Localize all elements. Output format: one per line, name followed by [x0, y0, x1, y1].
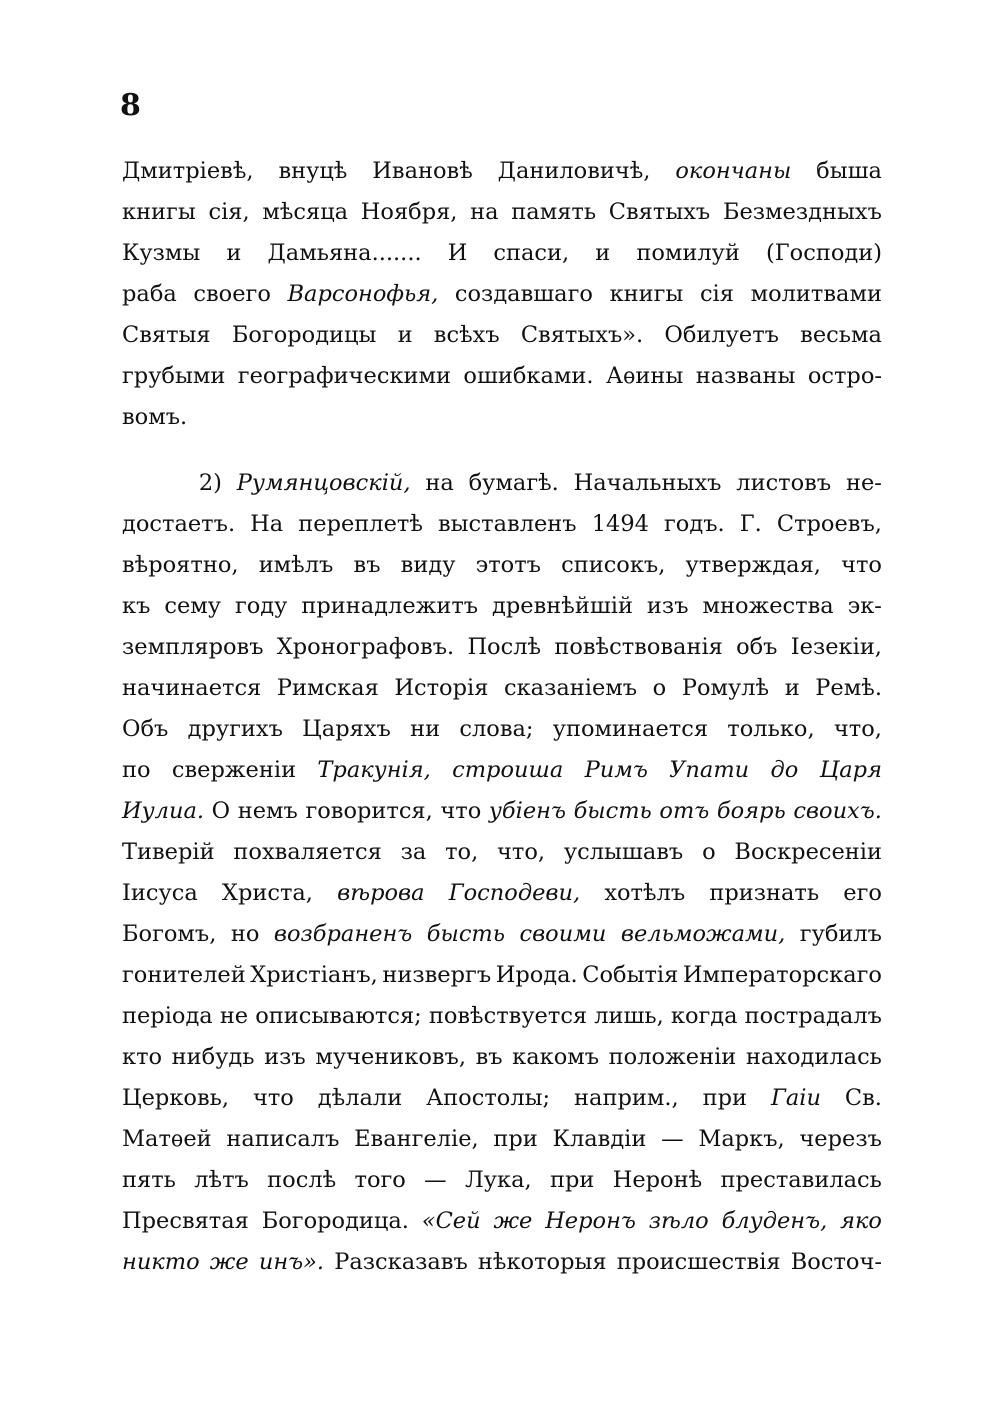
text-line [122, 545, 882, 586]
word: Даниловичѣ, [497, 158, 651, 184]
word: грубыми [122, 363, 226, 389]
word: — [661, 1126, 684, 1152]
text-line [122, 397, 882, 438]
word: Восточ- [790, 1249, 882, 1275]
word: низвергъ [382, 962, 492, 988]
text-line [122, 996, 882, 1037]
word: Ремѣ. [815, 675, 882, 701]
word: губилъ [799, 921, 882, 947]
word: переплетѣ [298, 511, 423, 537]
word: списокъ, [561, 552, 666, 578]
word: при [493, 1126, 538, 1152]
text-line [122, 315, 882, 356]
word: достаетъ. [122, 511, 236, 537]
word: Іисуса [122, 880, 198, 906]
word: Св. [844, 1085, 882, 1111]
word: «Сей [421, 1208, 481, 1234]
word: своими [519, 921, 607, 947]
word: наприм., [574, 1085, 679, 1111]
word: древнѣйшій [492, 593, 633, 619]
text-line [122, 274, 882, 315]
word: и [397, 322, 413, 348]
word: Тракунія, [317, 757, 431, 783]
word: весьма [800, 322, 882, 348]
word: Событія [582, 962, 679, 988]
word: сія, [208, 199, 250, 225]
word: Святыя [122, 322, 211, 348]
word: Ирода. [495, 962, 578, 988]
word: Дмитріевѣ, [122, 158, 254, 184]
word: что, [833, 716, 882, 742]
word: ошибками. [463, 363, 594, 389]
word: листовъ [736, 470, 832, 496]
word: лѣтъ [194, 1167, 249, 1193]
text-line [122, 504, 882, 545]
word: періода [122, 1003, 213, 1029]
word: Разсказавъ [334, 1249, 468, 1275]
word: Кузмы [122, 240, 201, 266]
word: Римъ [584, 757, 648, 783]
word: не [219, 1003, 249, 1029]
word: Христіанъ, [250, 962, 378, 988]
word: только, [727, 716, 815, 742]
word: Румянцовскій, [236, 470, 411, 496]
word: Апостолы; [426, 1085, 551, 1111]
text-line [122, 1119, 882, 1160]
word: изъ [264, 1044, 306, 1070]
word: къ [122, 593, 151, 619]
word: Римская [276, 675, 379, 701]
word: происшествія [616, 1249, 781, 1275]
text-line [122, 709, 882, 750]
word: Гаіи [770, 1085, 821, 1111]
paragraph-2 [122, 463, 882, 1283]
word: своихъ. [793, 798, 882, 824]
word: Объ [122, 716, 169, 742]
text-line [122, 192, 882, 233]
word: яко [840, 1208, 882, 1234]
word: строиша [452, 757, 564, 783]
word: Богомъ, [122, 921, 217, 947]
text-line [122, 233, 882, 274]
word: упоминается [552, 716, 709, 742]
word: за [400, 839, 427, 865]
word: создавшаго [454, 281, 593, 307]
word: своего [193, 281, 271, 307]
text-line [122, 791, 882, 832]
word: Строевъ, [776, 511, 882, 537]
word: сверженіи [171, 757, 297, 783]
word: дѣлали [317, 1085, 403, 1111]
word: И [447, 240, 468, 266]
word: и [226, 240, 242, 266]
word: Воскресеніи [734, 839, 882, 865]
word: же [493, 1208, 533, 1234]
text-line [122, 1201, 882, 1242]
word: и [784, 675, 800, 701]
word: имѣлъ [258, 552, 334, 578]
word: Лука, [465, 1167, 532, 1193]
word: память [511, 199, 597, 225]
word: какомъ [512, 1044, 600, 1070]
word: зѣло [648, 1208, 709, 1234]
word: Г. [739, 511, 762, 537]
word: всѣхъ [433, 322, 500, 348]
word: на [425, 470, 454, 496]
word: вомъ. [122, 404, 188, 430]
word: Ноября, [360, 199, 458, 225]
word: Неронъ [545, 1208, 636, 1234]
word: же [209, 1249, 249, 1275]
word: изъ [646, 593, 689, 619]
word: — [424, 1167, 447, 1193]
word: названы [695, 363, 796, 389]
word: Тиверій [122, 839, 215, 865]
word: о [702, 839, 716, 865]
word: Богородица. [261, 1208, 409, 1234]
word: географическими [237, 363, 452, 389]
word: Пресвятая [122, 1208, 249, 1234]
word: Императорскаго [682, 962, 882, 988]
word: на [470, 199, 499, 225]
word: 1494 [591, 511, 649, 537]
word: Исторія [394, 675, 489, 701]
word: но [230, 921, 260, 947]
word: утверждая, [685, 552, 821, 578]
word: лишь, [594, 1003, 664, 1029]
text-line [122, 1242, 882, 1283]
word: убіенъ [488, 798, 566, 824]
text-line [122, 627, 882, 668]
word: что [440, 798, 482, 824]
word: Обилуетъ [664, 322, 779, 348]
word: и [595, 240, 611, 266]
word: не- [845, 470, 882, 496]
word: Упати [669, 757, 750, 783]
word: эк- [847, 593, 882, 619]
word: Дамьяна....... [267, 240, 422, 266]
word: возбраненъ [273, 921, 413, 947]
word: нибудь [171, 1044, 255, 1070]
word: внуцѣ [278, 158, 348, 184]
word: сказаніемъ [503, 675, 638, 701]
word: черезъ [799, 1126, 882, 1152]
word: нѣкоторыя [477, 1249, 607, 1275]
word: множества [702, 593, 834, 619]
word: положеніи [608, 1044, 737, 1070]
text-line [122, 955, 882, 996]
word: при [702, 1085, 748, 1111]
text-line [122, 151, 882, 192]
word: боярь [716, 798, 786, 824]
word: пять [122, 1167, 176, 1193]
word: Матѳей [122, 1126, 212, 1152]
word: о [652, 675, 667, 701]
word: Господеви, [448, 880, 581, 906]
word: что [252, 1085, 294, 1111]
word: спаси, [493, 240, 570, 266]
paragraph-1 [122, 151, 882, 438]
word: Евангеліе, [354, 1126, 479, 1152]
word: Аѳины [605, 363, 684, 389]
word: бумагѣ. [468, 470, 559, 496]
word: описываются; [255, 1003, 422, 1029]
word: книгы [122, 199, 196, 225]
word: по [122, 757, 151, 783]
word: (Господи) [766, 240, 882, 266]
word: сему [164, 593, 222, 619]
word: гонителей [122, 962, 246, 988]
word: Святыхъ [608, 199, 711, 225]
word: повѣствуется [428, 1003, 588, 1029]
word: году [234, 593, 288, 619]
word: Святыхъ». [520, 322, 644, 348]
word: остро- [807, 363, 882, 389]
word: помилуй [636, 240, 740, 266]
word: Хронографовъ. [276, 634, 455, 660]
word: На [250, 511, 284, 537]
word: Клавдіи [552, 1126, 647, 1152]
word: Варсонофья, [287, 281, 439, 307]
text-line [122, 463, 882, 504]
word: раба [122, 281, 177, 307]
word: преставилась [720, 1167, 882, 1193]
word: послѣ [267, 1167, 337, 1193]
word: Маркъ, [698, 1126, 785, 1152]
word: Ромулѣ [681, 675, 770, 701]
word: пострадалъ [744, 1003, 882, 1029]
word: говорится, [305, 798, 433, 824]
word: когда [670, 1003, 738, 1029]
word: никто [122, 1249, 200, 1275]
text-line [122, 750, 882, 791]
text-line [122, 1160, 882, 1201]
word: годъ. [664, 511, 725, 537]
word: повѣствованія [554, 634, 723, 660]
word: похваляется [233, 839, 382, 865]
word: того [354, 1167, 406, 1193]
text-line [122, 668, 882, 709]
word: слова; [459, 716, 534, 742]
word: окончаны [675, 158, 792, 184]
word: бысть [573, 798, 652, 824]
word: земпляровъ [122, 634, 264, 660]
word: объ [736, 634, 778, 660]
word: немъ [237, 798, 298, 824]
word: при [549, 1167, 595, 1193]
word: О [211, 798, 231, 824]
word: кто [122, 1044, 163, 1070]
word: мѣсяца [262, 199, 349, 225]
word: Христа, [221, 880, 313, 906]
word: мучениковъ, [315, 1044, 466, 1070]
word: ни [410, 716, 441, 742]
word: находилась [745, 1044, 882, 1070]
word: Послѣ [467, 634, 542, 660]
word: Безмездныхъ [722, 199, 882, 225]
word: сія [699, 281, 734, 307]
word: вельможами, [620, 921, 786, 947]
word: выставленъ [437, 511, 577, 537]
word: Неронѣ [612, 1167, 703, 1193]
word: въ [475, 1044, 503, 1070]
text-line [122, 832, 882, 873]
word: другихъ [187, 716, 283, 742]
text-line [122, 356, 882, 397]
word: вѣрова [337, 880, 425, 906]
word: Царя [819, 757, 882, 783]
text-line [122, 586, 882, 627]
word: вѣроятно, [122, 552, 239, 578]
word: книгы [609, 281, 684, 307]
word: Церковь, [122, 1085, 230, 1111]
word: признать [709, 880, 820, 906]
word: что [841, 552, 882, 578]
text-line [122, 914, 882, 955]
word: 2) [198, 470, 222, 496]
word: Ивановѣ [372, 158, 473, 184]
word: что, [497, 839, 546, 865]
word: Іезекіи, [790, 634, 882, 660]
word: Начальныхъ [573, 470, 722, 496]
word: написалъ [226, 1126, 340, 1152]
word: въ [353, 552, 381, 578]
word: молитвами [750, 281, 882, 307]
word: Богородицы [231, 322, 377, 348]
word: инъ». [258, 1249, 325, 1275]
word: быша [816, 158, 882, 184]
word: до [770, 757, 799, 783]
word: то, [445, 839, 479, 865]
word: принадлежитъ [301, 593, 479, 619]
word: хотѣлъ [604, 880, 686, 906]
word: блуденъ, [721, 1208, 828, 1234]
word: бысть [426, 921, 506, 947]
word: его [843, 880, 882, 906]
word: Царяхъ [302, 716, 391, 742]
word: виду [400, 552, 456, 578]
page-number: 8 [120, 88, 141, 123]
text-line [122, 1078, 882, 1119]
word: начинается [122, 675, 262, 701]
word: Иулиа. [122, 798, 205, 824]
word: услышавъ [563, 839, 684, 865]
text-line [122, 873, 882, 914]
text-line [122, 1037, 882, 1078]
word: этотъ [475, 552, 541, 578]
word: отъ [659, 798, 710, 824]
